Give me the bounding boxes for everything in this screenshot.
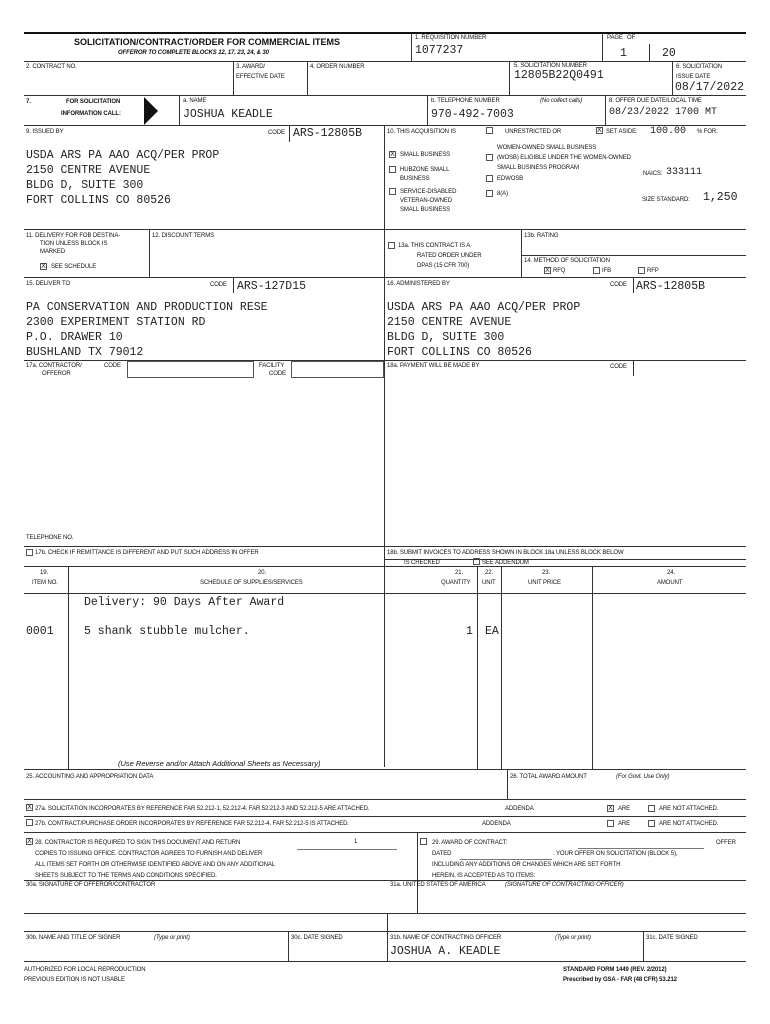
block31c-label: 31c. DATE SIGNED	[646, 935, 698, 941]
prescribed-by: Prescribed by GSA - FAR (48 CFR) 53.212	[563, 977, 677, 983]
no-collect-note: (No collect calls)	[540, 98, 583, 104]
page-number: 1	[620, 47, 627, 60]
item-unit: EA	[485, 625, 499, 638]
sdvosb-label-1: SERVICE-DISABLED	[400, 189, 457, 195]
contact-name[interactable]: JOSHUA KEADLE	[183, 108, 273, 121]
size-standard[interactable]: 1,250	[703, 191, 738, 204]
order-number-label: 4. ORDER NUMBER	[310, 64, 365, 70]
telephone-no-label: TELEPHONE NO.	[26, 535, 74, 541]
block27b-are-checkbox[interactable]	[607, 820, 614, 827]
col22-number: 22.	[485, 570, 494, 576]
issue-date-label-2: ISSUE DATE	[676, 74, 711, 80]
form-title: SOLICITATION/CONTRACT/ORDER FOR COMMERCIAL ITEMS	[74, 37, 340, 47]
issued-by-label: 9. ISSUED BY	[26, 129, 64, 135]
issued-by-code[interactable]: ARS-12805B	[293, 127, 363, 140]
reverse-note: (Use Reverse and/or Attach Additional Sheets as Necessary)	[118, 759, 321, 768]
deliver-to-label: 15. DELIVER TO	[26, 281, 71, 287]
submit-invoices-label-1: 18b. SUBMIT INVOICES TO ADDRESS SHOWN IN BLOCK 18a UNLESS BLOCK BELOW	[387, 550, 624, 556]
submit-invoices-label-2: IS CHECKED	[404, 560, 440, 566]
total-award-note: (For Govt. Use Only)	[616, 774, 670, 780]
col19-number: 19.	[40, 570, 49, 576]
see-schedule-checkbox[interactable]: X	[41, 263, 46, 270]
deliver-to-code-label: CODE	[210, 282, 227, 288]
authorized-note: AUTHORIZED FOR LOCAL REPRODUCTION	[24, 967, 146, 973]
block29-dated: DATED	[432, 851, 452, 857]
delivery-note: Delivery: 90 Days After Award	[84, 596, 285, 609]
wosb-checkbox[interactable]	[486, 154, 493, 161]
payment-label: 18a. PAYMENT WILL BE MADE BY	[387, 363, 480, 369]
facility-code-label-1: FACILITY	[259, 363, 285, 369]
wosb-label-3: SMALL BUSINESS PROGRAM	[497, 165, 579, 171]
page-label: PAGE	[607, 35, 623, 41]
contact-name-label: a. NAME	[183, 98, 207, 104]
block27b-label: 27b. CONTRACT/PURCHASE ORDER INCORPORATES BY REFERENCE FAR 52.212-4. FAR 52.212-5 IS ATTACHED.	[35, 821, 349, 827]
edwosb-checkbox[interactable]	[486, 175, 493, 182]
page-count: 20	[662, 47, 676, 60]
col23-number: 23.	[542, 570, 551, 576]
col21-label: QUANTITY	[441, 580, 471, 586]
block29-line-2: . YOUR OFFER ON SOLICITATION (BLOCK 5),	[553, 851, 678, 857]
block28-checkbox[interactable]: X	[27, 838, 32, 845]
item-number: 0001	[26, 625, 54, 638]
rating-label: 13b. RATING	[524, 233, 559, 239]
sdvosb-label-3: SMALL BUSINESS	[400, 207, 451, 213]
block29-line-4: HEREIN, IS ACCEPTED AS TO ITEMS:	[432, 873, 536, 879]
item-quantity: 1	[466, 625, 473, 638]
solicitation-number-label: 5. SOLICITATION NUMBER	[514, 63, 587, 69]
block31a-note: (SIGNATURE OF CONTRACTING OFFICER)	[505, 882, 624, 888]
contractor-label-2: OFFEROR	[42, 371, 71, 377]
small-business-checkbox[interactable]: X	[390, 151, 395, 158]
offer-due-date[interactable]: 08/23/2022 1700 MT	[609, 107, 718, 118]
sdvosb-checkbox[interactable]	[389, 188, 396, 195]
issue-date[interactable]: 08/17/2022	[675, 81, 745, 94]
block28-line-3: ALL ITEMS SET FORTH OR OTHERWISE IDENTIFIED ABOVE AND ON ANY ADDITIONAL	[35, 862, 275, 868]
set-aside-checkbox[interactable]: X	[597, 127, 602, 134]
size-standard-label: SIZE STANDARD:	[642, 197, 690, 203]
remittance-label: 17b. CHECK IF REMITTANCE IS DIFFERENT AND PUT SUCH ADDRESS IN OFFER	[35, 550, 259, 556]
administered-by-address[interactable]: USDA ARS PA AAO ACQ/PER PROP 2150 CENTRE AVENUE BLDG D, SUITE 300 FORT COLLINS CO 80526	[387, 301, 581, 359]
edwosb-label: EDWOSB	[497, 176, 524, 182]
remittance-checkbox[interactable]	[26, 549, 33, 556]
block27b-are-not-label: ARE NOT ATTACHED.	[659, 821, 719, 827]
block31b-label: 31b. NAME OF CONTRACTING OFFICER	[390, 935, 502, 941]
block27b-addenda: ADDENDA	[482, 821, 511, 827]
discount-terms-label: 12. DISCOUNT TERMS	[152, 233, 214, 239]
solicitation-number[interactable]: 12805B22Q0491	[514, 69, 604, 82]
contracting-officer-name[interactable]: JOSHUA A. KEADLE	[390, 945, 501, 958]
wosb-label-2: (WOSB) ELIGIBLE UNDER THE WOMEN-OWNED	[497, 155, 631, 161]
small-business-label: SMALL BUSINESS	[400, 152, 451, 158]
naics-label: NAICS:	[643, 171, 663, 177]
issue-date-label-1: 6. SOLICITATION	[676, 64, 722, 70]
rated-order-label-3: DPAS (15 CFR 700)	[417, 263, 470, 269]
item-description: 5 shank stubble mulcher.	[84, 625, 250, 638]
block27a-are-not-label: ARE NOT ATTACHED.	[659, 806, 719, 812]
hubzone-label-1: HUBZONE SMALL	[400, 167, 450, 173]
administered-by-code-label: CODE	[610, 282, 627, 288]
award-date-label-1: 3. AWARD/	[236, 64, 265, 70]
block27a-label: 27a. SOLICITATION INCORPORATES BY REFERENCE FAR 52.212-1, 52.212-4. FAR 52.212-3 AND 52.212-5 ARE ATTACHED.	[35, 806, 370, 812]
hubzone-label-2: BUSINESS	[400, 176, 430, 182]
sdvosb-label-2: VETERAN-OWNED	[400, 198, 453, 204]
ifb-checkbox[interactable]	[593, 267, 600, 274]
block30b-label: 30b. NAME AND TITLE OF SIGNER	[26, 935, 121, 941]
rated-order-label-2: RATED ORDER UNDER	[417, 253, 482, 259]
rated-order-label-1: 13a. THIS CONTRACT IS A	[398, 243, 471, 249]
hubzone-checkbox[interactable]	[389, 166, 396, 173]
block29-checkbox[interactable]	[420, 838, 427, 845]
block29-line-3: INCLUDING ANY ADDITIONS OR CHANGES WHICH ARE SET FORTH	[432, 862, 621, 868]
block27a-are-checkbox[interactable]: X	[608, 805, 613, 812]
deliver-to-address[interactable]: PA CONSERVATION AND PRODUCTION RESE 2300 EXPERIMENT STATION RD P.O. DRAWER 10 BUSHLAND TX 79012	[26, 301, 268, 359]
rfq-label: RFQ	[553, 268, 566, 274]
telephone-number[interactable]: 970-492-7003	[431, 108, 514, 121]
block31a-label: 31a. UNITED STATES OF AMERICA	[390, 882, 486, 888]
telephone-label: b. TELEPHONE NUMBER	[431, 98, 500, 104]
eight-a-checkbox[interactable]	[486, 190, 493, 197]
unrestricted-checkbox[interactable]	[486, 127, 493, 134]
facility-code-label-2: CODE	[269, 371, 286, 377]
facility-code-field[interactable]	[291, 361, 384, 378]
block28-line-4: SHEETS SUBJECT TO THE TERMS AND CONDITIONS SPECIFIED.	[35, 873, 217, 879]
method-label: 14. METHOD OF SOLICITATION	[524, 258, 610, 264]
offer-due-label: 8. OFFER DUE DATE/LOCAL TIME	[609, 98, 702, 104]
block7-label-2: INFORMATION CALL:	[61, 111, 121, 117]
col22-label: UNIT	[482, 580, 496, 586]
see-schedule-label: SEE SCHEDULE	[51, 264, 97, 270]
payment-code-label: CODE	[610, 364, 627, 370]
fob-label-1: 11. DELIVERY FOR FOB DESTINA-	[26, 233, 121, 239]
standard-form-id: STANDARD FORM 1449 (REV. 2/2012)	[563, 967, 667, 973]
previous-edition-note: PREVIOUS EDITION IS NOT USABLE	[24, 977, 125, 983]
percent-for-label: % FOR:	[697, 129, 718, 135]
block7-label-1: FOR SOLICITATION	[66, 99, 121, 105]
rfp-label: RFP	[647, 268, 659, 274]
requisition-number[interactable]: 1077237	[415, 44, 464, 57]
fob-label-3: MARKED	[40, 249, 66, 255]
block30a-label: 30a. SIGNATURE OF OFFEROR/CONTRACTOR	[26, 882, 156, 888]
block30c-label: 30c. DATE SIGNED	[291, 935, 343, 941]
block7-number: 7.	[26, 99, 31, 105]
contract-no-label: 2. CONTRACT NO.	[26, 64, 77, 70]
total-award-label: 26. TOTAL AWARD AMOUNT	[510, 774, 587, 780]
eight-a-label: 8(A)	[497, 191, 508, 197]
block27b-are-label: ARE	[618, 821, 631, 827]
col24-label: AMOUNT	[657, 580, 683, 586]
block28-line-2: COPIES TO ISSUING OFFICE. CONTRACTOR AGREES TO FURNISH AND DELIVER	[35, 851, 263, 857]
of-label: OF	[627, 35, 636, 41]
set-aside-label: SET ASIDE:	[606, 129, 638, 135]
col20-label: SCHEDULE OF SUPPLIES/SERVICES	[200, 580, 303, 586]
ifb-label: IFB	[602, 268, 612, 274]
deliver-to-code[interactable]: ARS-127D15	[237, 280, 307, 293]
block28-copies[interactable]: 1	[354, 839, 358, 845]
col20-number: 20.	[258, 570, 267, 576]
block28-line-1: 28. CONTRACTOR IS REQUIRED TO SIGN THIS DOCUMENT AND RETURN	[35, 840, 241, 846]
block29-offer: OFFER	[716, 840, 736, 846]
block29-line-1: 29. AWARD OF CONTRACT:	[432, 840, 508, 846]
contractor-label-1: 17a. CONTRACTOR/	[26, 363, 82, 369]
rfq-checkbox[interactable]: X	[545, 267, 550, 274]
rated-order-checkbox[interactable]	[388, 242, 395, 249]
block27b-are-not-checkbox[interactable]	[648, 820, 655, 827]
see-addendum-label: SEE ADDENDUM	[482, 560, 529, 566]
naics-code[interactable]: 333111	[666, 167, 703, 178]
col19-label: ITEM NO.	[32, 580, 58, 586]
form-subtitle: OFFEROR TO COMPLETE BLOCKS 12, 17, 23, 24, & 30	[118, 50, 269, 56]
contractor-code-field[interactable]	[127, 361, 254, 378]
block30b-note: (Type or print)	[154, 935, 190, 941]
block31b-note: (Type or print)	[555, 935, 591, 941]
block27a-are-not-checkbox[interactable]	[648, 805, 655, 812]
col21-number: 21.	[455, 570, 464, 576]
contractor-code-label: CODE	[104, 363, 121, 369]
see-addendum-checkbox[interactable]	[473, 558, 480, 565]
block27a-checkbox[interactable]: X	[27, 804, 32, 811]
block27a-are-label: ARE	[618, 806, 631, 812]
col23-label: UNIT PRICE	[528, 580, 561, 586]
issued-by-code-label: CODE	[268, 130, 285, 136]
block27a-addenda: ADDENDA	[505, 806, 534, 812]
rfp-checkbox[interactable]	[638, 267, 645, 274]
administered-by-code[interactable]: ARS-12805B	[636, 280, 706, 293]
administered-by-label: 16. ADMINISTERED BY	[387, 281, 450, 287]
wosb-label-1: WOMEN-OWNED SMALL BUSINESS	[497, 145, 597, 151]
arrow-right-icon	[144, 97, 158, 125]
award-date-label-2: EFFECTIVE DATE	[236, 74, 285, 80]
set-aside-percent[interactable]: 100.00	[650, 126, 687, 137]
col24-number: 24.	[667, 570, 676, 576]
issued-by-address[interactable]: USDA ARS PA AAO ACQ/PER PROP 2150 CENTRE AVENUE BLDG D, SUITE 300 FORT COLLINS CO 80526	[26, 149, 220, 207]
block27b-checkbox[interactable]	[26, 819, 33, 826]
fob-label-2: TION UNLESS BLOCK IS	[40, 241, 108, 247]
requisition-label: 1. REQUISITION NUMBER	[415, 35, 487, 41]
accounting-label: 25. ACCOUNTING AND APPROPRIATION DATA	[26, 774, 154, 780]
unrestricted-label: UNRESTRICTED OR	[505, 129, 562, 135]
acquisition-label: 10. THIS ACQUISITION IS	[387, 129, 456, 135]
